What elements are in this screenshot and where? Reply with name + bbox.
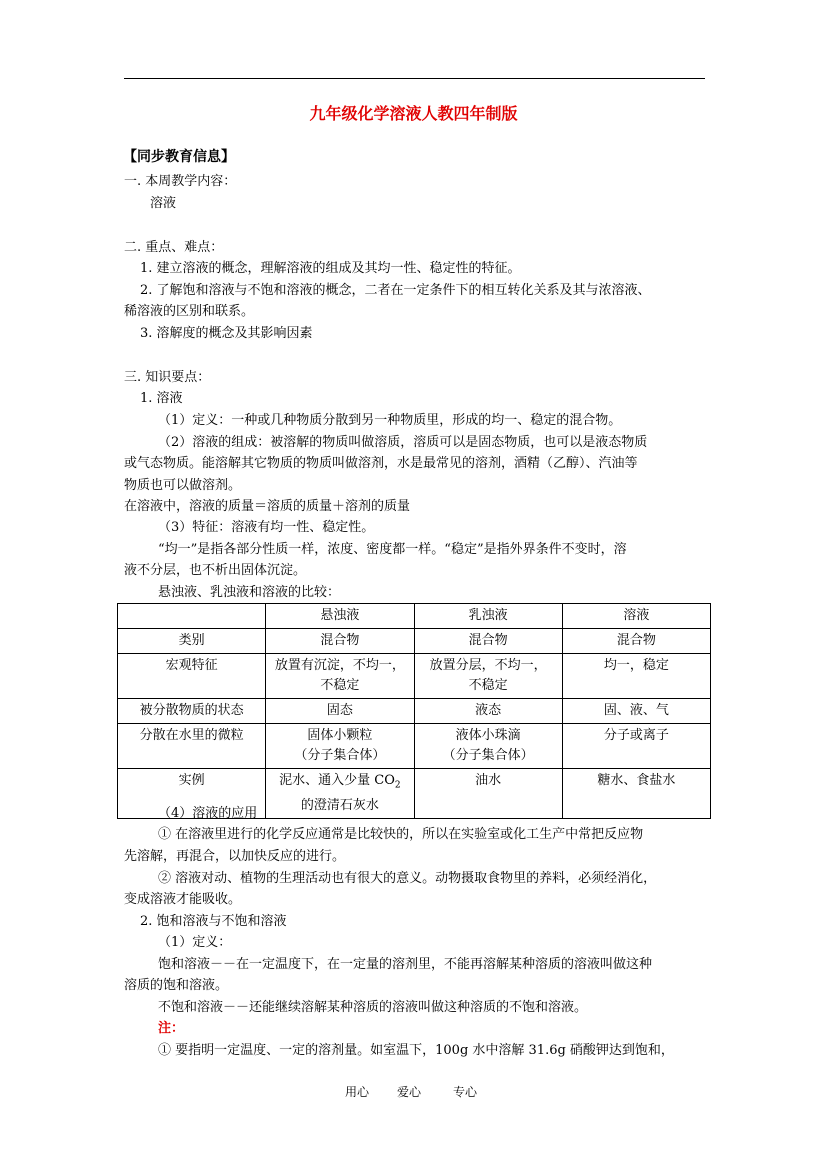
application-1-line-1: ① 在溶液里进行的化学反应通常是比较快的，所以在实验室或化工生产中常把反应物 <box>158 827 644 842</box>
uniformity-line-1: “均一”是指各部分性质一样，浓度、密度都一样。“稳定”是指外界条件不变时，溶 <box>158 542 627 557</box>
cell-line: 固体小颗粒 <box>307 728 373 743</box>
table-row <box>118 699 711 724</box>
table-header-cell: 悬浊液 <box>266 604 414 629</box>
application-1-line-2: 先溶解，再混合，以加快反应的进行。 <box>124 849 346 864</box>
table-cell <box>266 769 414 819</box>
point-1: 1. 溶液 <box>140 391 183 406</box>
table-cell: 油水 <box>414 769 562 819</box>
definition: （1）定义：一种或几种物质分散到另一种物质里，形成的均一、稳定的混合物。 <box>158 413 622 428</box>
unsaturated-definition: 不饱和溶液－－还能继续溶解某种溶质的溶液叫做这种溶质的不饱和溶液。 <box>158 1000 588 1015</box>
table-cell: 均一，稳定 <box>562 654 710 699</box>
table-row <box>118 629 711 654</box>
mass-relation: 在溶液中，溶液的质量＝溶质的质量＋溶剂的质量 <box>124 499 411 514</box>
table-cell <box>414 654 562 699</box>
section-2-item-1: 1. 建立溶液的概念，理解溶液的组成及其均一性、稳定性的特征。 <box>140 261 521 276</box>
table-header-cell: 乳浊液 <box>414 604 562 629</box>
composition-line-1: （2）溶液的组成：被溶解的物质叫做溶质，溶质可以是固态物质，也可以是液态物质 <box>158 435 648 450</box>
cell-line: （分子集合体） <box>442 748 534 763</box>
table-cell: 混合物 <box>562 629 710 654</box>
note-label: 注： <box>158 1021 185 1036</box>
table-cell <box>414 724 562 769</box>
table-cell: 固、液、气 <box>562 699 710 724</box>
cell-line: 放置分层，不均一， <box>429 658 547 673</box>
table-cell: 混合物 <box>414 629 562 654</box>
cell-line <box>268 771 411 796</box>
note-1: ① 要指明一定温度、一定的溶剂量。如室温下，100g 水中溶解 31.6g 硝酸钾达到饱和， <box>158 1043 674 1058</box>
application-2-line-2: 变成溶液才能吸收。 <box>124 892 242 907</box>
table-cell: 混合物 <box>266 629 414 654</box>
table-row <box>118 654 711 699</box>
table-cell: 类别 <box>118 629 266 654</box>
header-rule <box>124 78 705 79</box>
section-2-item-3: 3. 溶解度的概念及其影响因素 <box>140 326 313 341</box>
table-cell: 液态 <box>414 699 562 724</box>
footer-text-2: 爱心 <box>397 1085 422 1099</box>
section-2-item-2: 2. 了解饱和溶液与不饱和溶液的概念，二者在一定条件下的相互转化关系及其与浓溶液、 <box>140 283 651 298</box>
application-title: （4）溶液的应用 <box>158 806 258 821</box>
subscript: 2 <box>394 780 401 791</box>
saturated-line-2: 溶质的饱和溶液。 <box>124 978 229 993</box>
table-cell <box>118 604 266 629</box>
application-2-line-1: ② 溶液对动、植物的生理活动也有很大的意义。动物摄取食物里的养料，必须经消化， <box>158 871 657 886</box>
footer-text-3: 专心 <box>453 1085 478 1099</box>
table-cell: 分散在水里的微粒 <box>118 724 266 769</box>
section-2-title: 二. 重点、难点： <box>124 240 224 255</box>
table-cell: 被分散物质的状态 <box>118 699 266 724</box>
comparison-intro: 悬浊液、乳浊液和溶液的比较： <box>158 585 341 600</box>
point-2: 2. 饱和溶液与不饱和溶液 <box>140 914 287 929</box>
cell-line: （分子集合体） <box>294 748 386 763</box>
section-heading: 【同步教育信息】 <box>123 149 235 165</box>
footer-text-1: 用心 <box>345 1085 370 1099</box>
table-cell: 宏观特征 <box>118 654 266 699</box>
table-cell <box>266 654 414 699</box>
uniformity-line-2: 液不分层，也不析出固体沉淀。 <box>124 563 307 578</box>
section-1-title: 一. 本周教学内容： <box>124 174 237 189</box>
table-cell: 固态 <box>266 699 414 724</box>
table-cell: 实例 <box>118 769 266 819</box>
document-title: 九年级化学溶液人教四年制版 <box>309 104 518 123</box>
cell-text: 泥水、通入少量 CO <box>279 773 395 788</box>
composition-line-3: 物质也可以做溶剂。 <box>124 478 242 493</box>
table-cell <box>266 724 414 769</box>
cell-line: 液体小珠滴 <box>455 728 521 743</box>
section-2-item-2-cont: 稀溶液的区别和联系。 <box>124 304 255 319</box>
cell-line: 不稳定 <box>468 678 508 693</box>
saturated-line-1: 饱和溶液－－在一定温度下，在一定量的溶剂里，不能再溶解某种溶质的溶液叫做这种 <box>158 957 653 972</box>
table-row <box>118 724 711 769</box>
comparison-table <box>117 603 711 819</box>
feature: （3）特征：溶液有均一性、稳定性。 <box>158 520 375 535</box>
table-cell: 糖水、食盐水 <box>562 769 710 819</box>
section-3-title: 三. 知识要点： <box>124 370 211 385</box>
cell-line: 放置有沉淀，不均一， <box>274 658 405 673</box>
table-row <box>118 604 711 629</box>
definition-2: （1）定义： <box>158 935 232 950</box>
composition-line-2: 或气态物质。能溶解其它物质的物质叫做溶剂，水是最常见的溶剂，酒精（乙醇）、汽油等 <box>124 456 638 471</box>
cell-line: 不稳定 <box>320 678 360 693</box>
section-1-content: 溶液 <box>150 196 177 211</box>
cell-line: 的澄清石灰水 <box>300 797 379 813</box>
table-cell: 分子或离子 <box>562 724 710 769</box>
table-header-cell: 溶液 <box>562 604 710 629</box>
